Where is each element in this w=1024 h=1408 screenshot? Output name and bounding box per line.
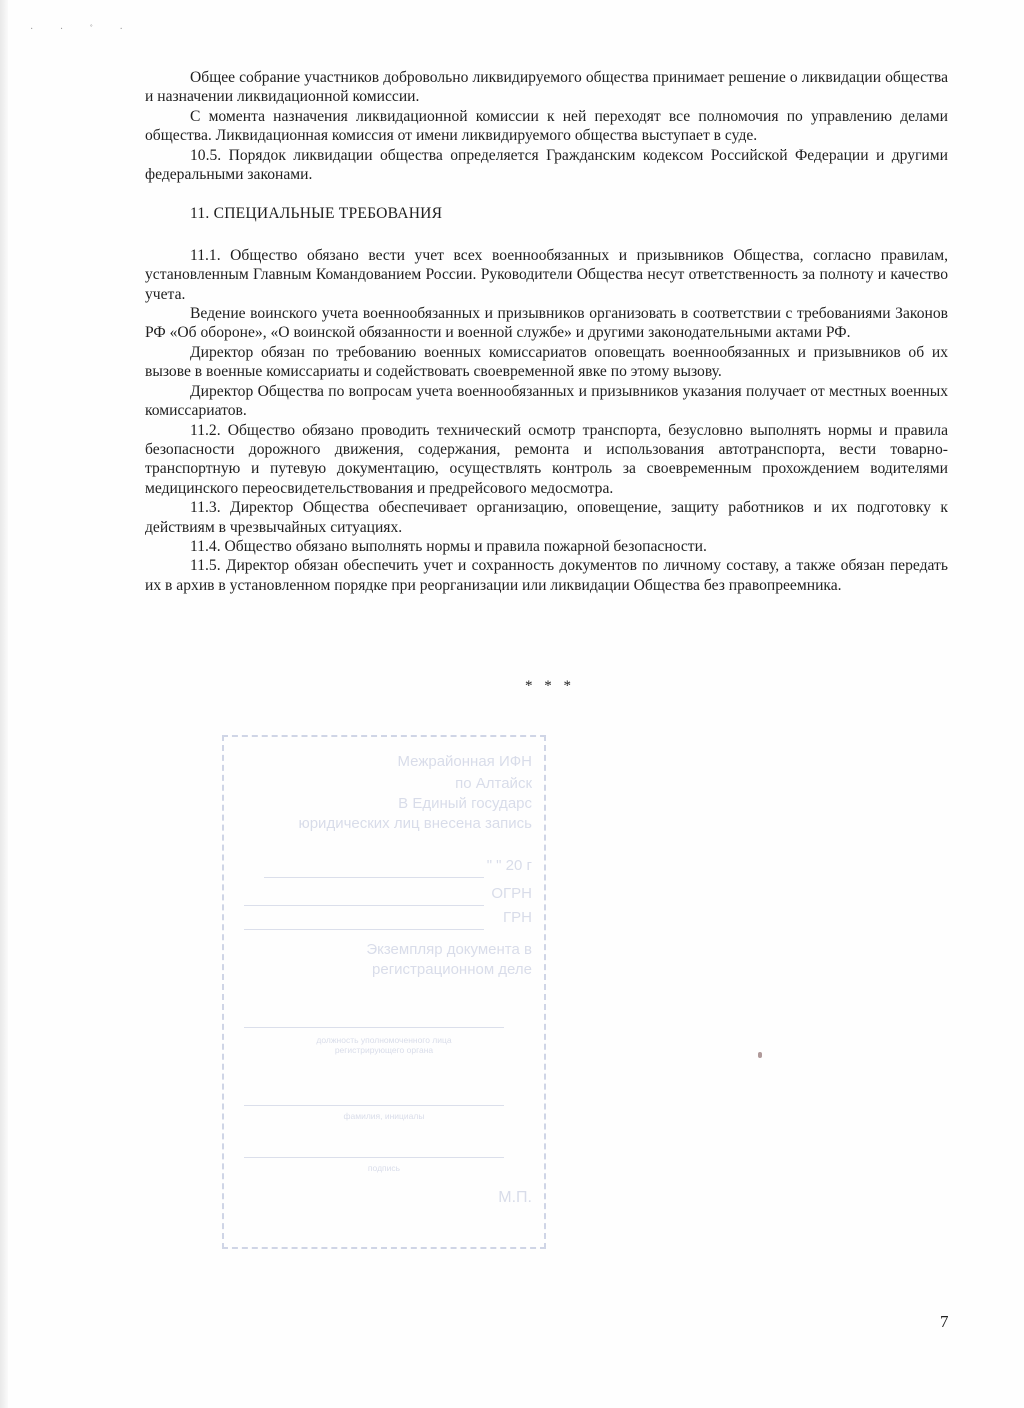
paragraph-director-notify: Директор обязан по требованию военных комиссариатов оповещать военнообязанных и призывников об их вызове в военные комиссариаты и содействовать своевременной явке по этому вызову. [145, 343, 948, 381]
registration-stamp [222, 735, 546, 1249]
paragraph-11-3: 11.3. Директор Общества обеспечивает организацию, оповещение, защиту работников и их подготовку к действиям в чрезвычайных ситуациях. [145, 499, 948, 536]
scan-specks: · · ˚ · [30, 24, 135, 35]
stamp-mark: М.П. [498, 1189, 532, 1206]
stamp-line-1: Межрайонная ИФН [397, 753, 532, 770]
page-edge [0, 0, 8, 1408]
paragraph-liquidation-decision: Общее собрание участников добровольно ликвидируемого общества принимает решение о ликвидации общества и назначении ликвидационной комиссии. [145, 69, 948, 106]
stamp-caption-position: должность уполномоченного лица регистрирующего органа [316, 1035, 452, 1055]
stamp-rule-signature [244, 1157, 504, 1158]
paragraph-10-5: 10.5. Порядок ликвидации общества определяется Гражданским кодексом Российской Федерации и другими федеральными законами. [145, 146, 948, 184]
separator-stars: * * * [525, 678, 575, 694]
stamp-rule-name [244, 1105, 504, 1106]
paragraph-11-5: 11.5. Директор обязан обеспечить учет и сохранность документов по личному составу, а также обязан передать их в архив в установленном порядке при реорганизации или ликвидации Общества без правопреемника. [145, 557, 948, 594]
stamp-rule-ogrn [244, 905, 484, 906]
scan-dot [758, 1052, 762, 1058]
document-body [145, 68, 948, 595]
stamp-line-copy: Экземпляр документа в [366, 941, 532, 958]
stamp-caption-name: фамилия, инициалы [343, 1111, 425, 1121]
paragraph-11-4: 11.4. Общество обязано выполнять нормы и правила пожарной безопасности. [190, 537, 707, 555]
paragraph-military-registration: Ведение воинского учета военнообязанных и призывников организовать в соответствии с требованиями Законов РФ «Об обороне», «О воинской обязанности и военной службе» и другими законодательными актами РФ. [145, 305, 948, 342]
stamp-line-register: регистрационном деле [372, 961, 532, 978]
paragraph-director-instructions: Директор Общества по вопросам учета военнообязанных и призывников указания получает от местных военных комиссариатов. [145, 382, 948, 420]
page-number: 7 [940, 1312, 949, 1331]
section-heading-11: 11. СПЕЦИАЛЬНЫЕ ТРЕБОВАНИЯ [190, 205, 443, 223]
stamp-rule-date [264, 877, 484, 878]
stamp-line-grn: ГРН [503, 909, 532, 926]
stamp-line-date: " " 20 г [486, 857, 532, 874]
stamp-rule-grn [244, 929, 484, 930]
paragraph-11-2: 11.2. Общество обязано проводить технический осмотр транспорта, безусловно выполнять нормы и правила безопасности дорожного движения, содержания, ремонта и использования автотранспорта, вести товарно-транспортную и путевую документацию, осуществлять контроль за своевременным прохождением водителями медицинского переосвидетельствования и предрейсового медосмотра. [145, 421, 948, 497]
paragraph-11-1: 11.1. Общество обязано вести учет всех военнообязанных и призывников Общества, согласно правилам, установленным Главным Командованием России. Руководители Общества несут ответственность за полноту и качество учета. [145, 246, 948, 303]
stamp-line-2: по Алтайск [455, 775, 532, 792]
stamp-rule-position [244, 1027, 504, 1028]
stamp-line-4: юридических лиц внесена запись [298, 815, 532, 832]
stamp-caption-signature: подпись [367, 1163, 401, 1173]
stamp-line-3: В Единый государс [398, 795, 532, 812]
paragraph-liquidation-commission: С момента назначения ликвидационной комиссии к ней переходят все полномочия по управлению делами общества. Ликвидационная комиссия от имени ликвидируемого общества выступает в суде. [145, 107, 948, 145]
stamp-line-ogrn: ОГРН [491, 885, 532, 902]
